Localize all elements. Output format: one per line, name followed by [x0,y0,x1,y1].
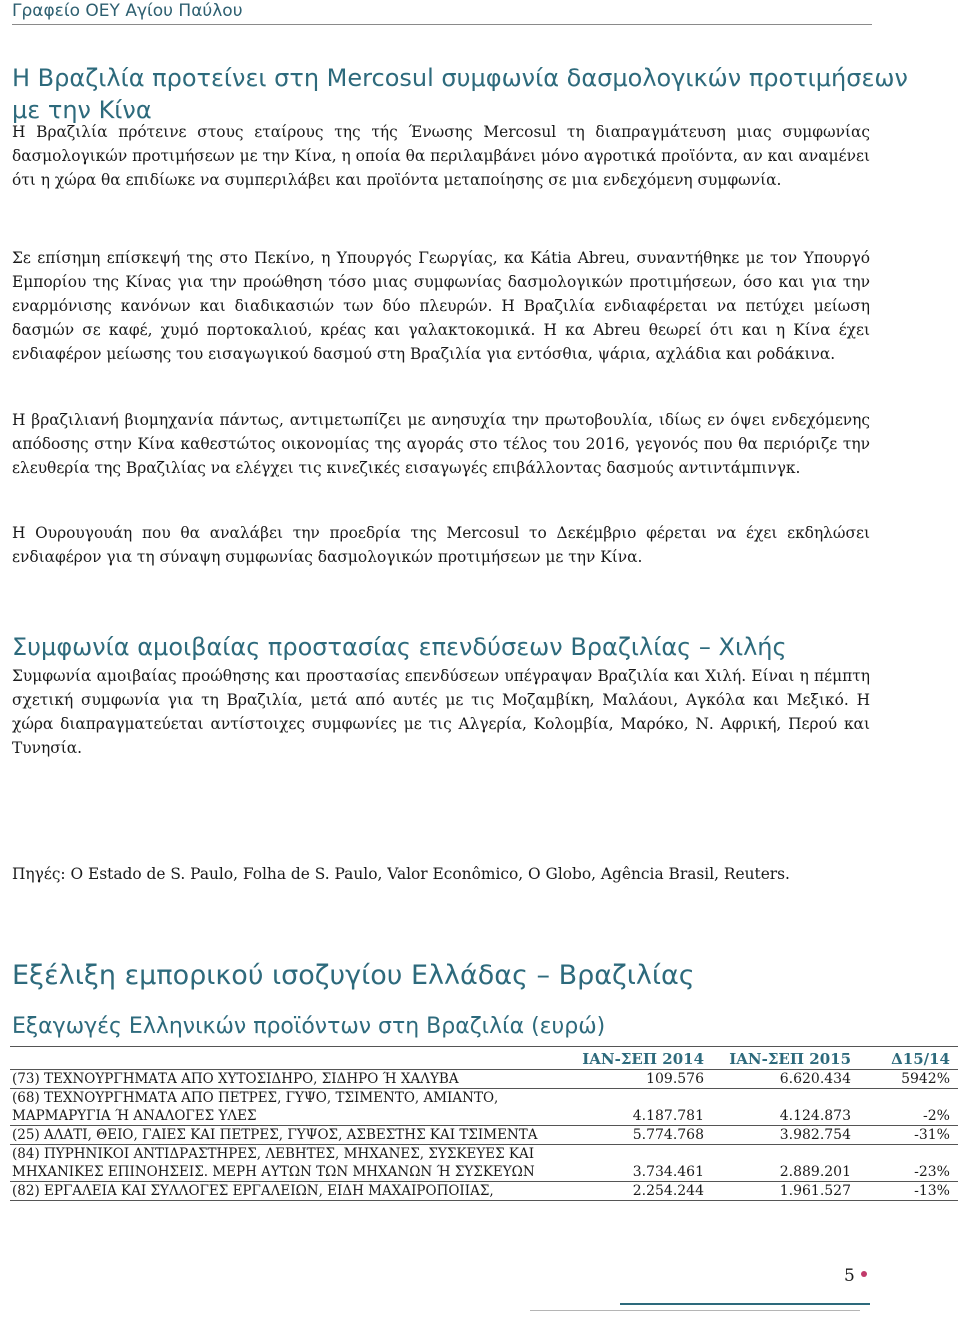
table-header-row [10,1047,958,1070]
section-title-line2: με την Κίνα [12,96,152,124]
row-description: (25) ΑΛΑΤΙ, ΘΕΙΟ, ΓΑΙΕΣ ΚΑΙ ΠΕΤΡΕΣ, ΓΥΨΟΣ, ΑΣΒΕΣΤΗΣ ΚΑΙ ΤΣΙΜΕΝΤΑ [10,1126,560,1145]
row-description: (82) ΕΡΓΑΛΕΙΑ ΚΑΙ ΣΥΛΛΟΓΕΣ ΕΡΓΑΛΕΙΩΝ, ΕΙΔΗ ΜΑΧΑΙΡΟΠΟΙΙΑΣ, [10,1182,560,1201]
sources-line: Πηγές: O Estado de S. Paulo, Folha de S. Paulo, Valor Econômico, O Globo, Agência Brasil, Reuters. [12,865,790,883]
section-title-trade-balance: Εξέλιξη εμπορικού ισοζυγίου Ελλάδας – Βραζιλίας [12,960,695,991]
footer-accent-line [620,1303,870,1305]
section-title-line1: Η Βραζιλία προτείνει στη Mercosul συμφωνία δασμολογικών προτιμήσεων [12,64,908,92]
row-value-2015: 4.124.873 [712,1089,859,1126]
row-value-2015: 1.961.527 [712,1182,859,1201]
table-row [10,1145,958,1182]
row-description: (84) ΠΥΡΗΝΙΚΟΙ ΑΝΤΙΔΡΑΣΤΗΡΕΣ, ΛΕΒΗΤΕΣ, ΜΗΧΑΝΕΣ, ΣΥΣΚΕΥΕΣ ΚΑΙ ΜΗΧΑΝΙΚΕΣ ΕΠΙΝΟΗΣΕΙΣ. ΜΕΡΗ ΑΥΤΩΝ ΤΩΝ ΜΗΧΑΝΩΝ Ή ΣΥΣΚΕΥΩΝ [10,1145,560,1182]
section-title-mercosul [12,62,912,126]
table-row [10,1182,958,1201]
table-row [10,1126,958,1145]
header-change: Δ15/14 [859,1047,958,1070]
header-2014: ΙΑΝ-ΣΕΠ 2014 [560,1047,712,1070]
paragraph-beijing-visit: Σε επίσημη επίσκεψή της στο Πεκίνο, η Υπουργός Γεωργίας, κα Kátia Abreu, συναντήθηκε με τον Υπουργό Εμπορίου της Κίνας για την προώθηση τόσο μιας συμφωνίας δασμολογικών προτιμήσεων, όσο και για την εναρμόνισης κανόνων και διαδικασιών των δύο πλευρών. Η Βραζιλία ενδιαφέρεται να πετύχει μείωση δασμών σε καφέ, χυμό πορτοκαλιού, κρέας και γαλακτοκομικά. Η κα Abreu θεωρεί ότι και η Κίνα έχει ενδιαφέρον μείωσης του εισαγωγικού δασμού στη Βραζιλία για εντόσθια, ψάρια, αχλάδια και ροδάκινα. [12,249,870,363]
row-value-2015: 6.620.434 [712,1070,859,1089]
row-description: (68) ΤΕΧΝΟΥΡΓΗΜΑΤΑ ΑΠΟ ΠΕΤΡΕΣ, ΓΥΨΟ, ΤΣΙΜΕΝΤΟ, ΑΜΙΑΝΤΟ, ΜΑΡΜΑΡΥΓΙΑ Ή ΑΝΑΛΟΓΕΣ ΥΛΕΣ [10,1089,560,1126]
page-header: Γραφείο ΟΕΥ Αγίου Παύλου [12,0,872,25]
paragraph-mercosul-proposal: Η Βραζιλία πρότεινε στους εταίρους της τής Ένωσης Mercosul τη διαπραγμάτευση μιας συμφωνίας δασμολογικών προτιμήσεων με την Κίνα, η οποία θα περιλαμβάνει μόνο αγροτικά προϊόντα, αν και αναμένει ότι η χώρα θα επιδίωκε να συμπεριλάβει και προϊόντα μεταποίησης σε μια ενδεχόμενη συμφωνία. [12,123,870,189]
row-change: -23% [859,1145,958,1182]
page-number: 5 [844,1266,855,1286]
row-value-2014: 3.734.461 [560,1145,712,1182]
row-change: 5942% [859,1070,958,1089]
row-description: (73) ΤΕΧΝΟΥΡΓΗΜΑΤΑ ΑΠΟ ΧΥΤΟΣΙΔΗΡΟ, ΣΙΔΗΡΟ Ή ΧΑΛΥΒΑ [10,1070,560,1089]
header-description [10,1047,560,1070]
footer-divider [530,1310,860,1311]
row-change: -13% [859,1182,958,1201]
row-value-2014: 109.576 [560,1070,712,1089]
row-change: -31% [859,1126,958,1145]
row-value-2015: 2.889.201 [712,1145,859,1182]
paragraph-uruguay: Η Ουρουγουάη που θα αναλάβει την προεδρία της Mercosul το Δεκέμβριο φέρεται να έχει εκδηλώσει ενδιαφέρον για τη σύναψη συμφωνίας δασμολογικών προτιμήσεων με την Κίνα. [12,524,870,566]
table-row [10,1070,958,1089]
row-value-2015: 3.982.754 [712,1126,859,1145]
row-value-2014: 5.774.768 [560,1126,712,1145]
row-value-2014: 4.187.781 [560,1089,712,1126]
exports-table [10,1046,958,1201]
row-change: -2% [859,1089,958,1126]
table-subtitle: Εξαγωγές Ελληνικών προϊόντων στη Βραζιλία (ευρώ) [12,1014,606,1039]
paragraph-investment-agreement: Συμφωνία αμοιβαίας προώθησης και προστασίας επενδύσεων υπέγραψαν Βραζιλία και Χιλή. Είναι η πέμπτη σχετική συμφωνία για τη Βραζιλία, μετά από αυτές με τις Μοζαμβίκη, Μαλάουι, Αγκόλα και Μεξικό. Η χώρα διαπραγματεύεται αντίστοιχες συμφωνίες με τις Αλγερία, Κολομβία, Μαρόκο, Ν. Αφρική, Περού και Τυνησία. [12,667,870,757]
paragraph-industry-concern: Η βραζιλιανή βιομηχανία πάντως, αντιμετωπίζει με ανησυχία την πρωτοβουλία, ιδίως εν όψει ενδεχόμενης απόδοσης στην Κίνα καθεστώτος οικονομίας της αγοράς στο τέλος του 2016, γεγονός που θα περιόριζε την ελευθερία της Βραζιλίας να ελέγχει τις κινεζικές εισαγωγές επιβάλλοντας δασμούς αντιντάμπινγκ. [12,411,870,477]
header-2015: ΙΑΝ-ΣΕΠ 2015 [712,1047,859,1070]
section-title-investment: Συμφωνία αμοιβαίας προστασίας επενδύσεων Βραζιλίας – Χιλής [12,633,787,661]
page-dot-icon [861,1271,867,1277]
table-row [10,1089,958,1126]
row-value-2014: 2.254.244 [560,1182,712,1201]
